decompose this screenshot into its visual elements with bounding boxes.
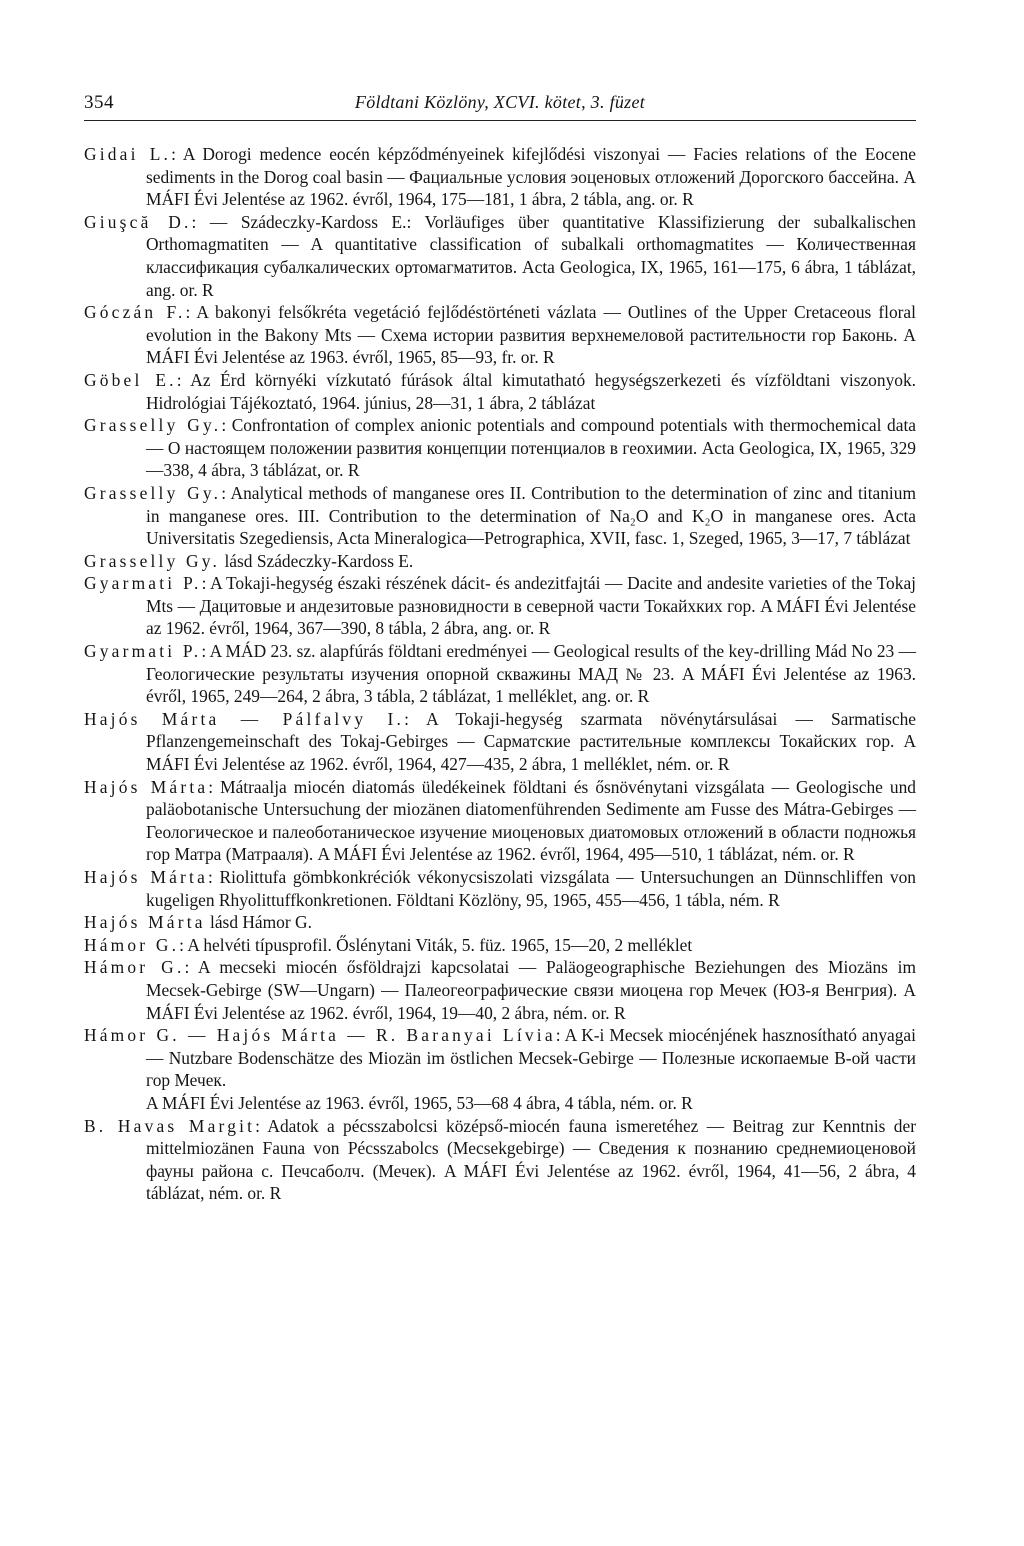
entry-text: : Adatok a pécsszabolcsi középső-miocén fauna ismeretéhez — Beitrag zur Kenntnis der mittelmiozänen Fauna von Pécsszabolcs (Mecsekgebirge) — Сведения к познанию среднемиоценовой фауны района с. Печсаболч. (Мечек). A MÁFI Évi Jelentése az 1962. évről, 1964, 41—56, 2 ábra, 4 táblázat, ném. or. R — [146, 1115, 916, 1204]
entry-text: : A K-i Mecsek miocénjének hasznosítható anyagai — Nutzbare Bodenschätze des Miozän im östlichen Mecsek-Gebirge — Полезные ископаемые В-ой части гор Мечек. — [146, 1025, 916, 1091]
entry-author: Hámor G. — [84, 957, 185, 978]
entry-text: : A MÁD 23. sz. alapfúrás földtani eredményei — Geological results of the key-drilling Mád No 23 — Геологические результаты изучения опорной скважины МАД № 23. A MÁFI Évi Jelentése az 1963. évről, 1965, 249—264, 2 ábra, 3 tábla, 2 táblázat, 1 melléklet, ang. or. R — [146, 641, 917, 707]
entry-text: : Riolittufa gömbkonkréciók vékonycsiszolati vizsgálata — Untersuchungen an Dünnschliffen von kugeligen Rhyolittuffkonkretionen. Földtani Közlöny, 95, 1965, 455—456, 1 tábla, ném. R — [146, 867, 916, 910]
bibliography-entry — [84, 143, 916, 211]
bibliography-entry — [84, 550, 916, 573]
entry-text: : Analytical methods of manganese ores II. Contribution to the determination of zinc and titanium in manganese ores. III. Contribution to the determination of Na₂O and K₂O in manganese ores. Acta Universitatis Szegediensis, Acta Mineralogica—Petrographica, XVII, fasc. 1, Szeged, 1965, 3—17, 7 táblázat — [146, 482, 916, 549]
entry-author: Góczán F. — [84, 302, 186, 323]
entry-author: Hajós Márta — [84, 867, 208, 887]
entry-author: B. Havas Margit — [84, 1115, 256, 1136]
entry-author: Hámor G. — Hajós Márta — R. Baranyai Lívia — [84, 1025, 556, 1046]
bibliography-entry — [84, 1024, 916, 1114]
bibliography-entry — [84, 708, 916, 776]
bibliography-entry — [84, 866, 916, 911]
entry-text: : — Szádeczky-Kardoss E.: Vorläufiges über quantitative Klassifizierung der subalkalischen Orthomagmatiten — A quantitative classification of subalkali orthomagmatites — Количественная классификация субалкалических ортомагматитов. Acta Geologica, IX, 1965, 161—175, 6 ábra, 1 táblázat, ang. or. R — [146, 211, 916, 300]
bibliography-entry — [84, 369, 916, 414]
entry-author: Grasselly Gy. — [84, 482, 222, 503]
entry-text: : A helvéti típusprofil. Őslénytani Viták, 5. füz. 1965, 15—20, 2 melléklet — [179, 934, 693, 955]
bibliography-entry — [84, 640, 916, 708]
bibliography-entry — [84, 482, 916, 550]
entry-author: Giuşcă D. — [84, 211, 192, 232]
entry-author: Hajós Márta — Pálfalvy I. — [84, 708, 405, 729]
bibliography-entry — [84, 911, 916, 934]
bibliography-entry — [84, 211, 916, 301]
entry-author: Gyarmati P. — [84, 573, 202, 594]
bibliography-entry — [84, 414, 916, 482]
bibliography-entry — [84, 934, 916, 957]
bibliography-entry — [84, 956, 916, 1024]
entry-text: : Confrontation of complex anionic potentials and compound potentials with thermochemical data — О настоящем положении развития концепции потенциалов в геохимии. Acta Geologica, IX, 1965, 329—338, 4 ábra, 3 táblázat, or. R — [146, 415, 916, 481]
running-title: Földtani Közlöny, XCVI. kötet, 3. füzet — [354, 92, 646, 112]
entry-author: Göbel E. — [84, 369, 177, 390]
entry-author: Gidai L. — [84, 144, 172, 164]
entry-text-continuation: A MÁFI Évi Jelentése az 1963. évről, 1965, 53—68 4 ábra, 4 tábla, ném. or. R — [146, 1092, 693, 1113]
entry-author: Grasselly Gy. — [84, 550, 221, 571]
page-number: 354 — [84, 92, 114, 113]
entry-author: Hajós Márta — [84, 912, 206, 933]
entry-text: : A Dorogi medence eocén képződményeinek kifejlődési viszonyai — Facies relations of the Eocene sediments in the Dorog coal basin — Фациальные условия эоценовых отложений Дорогского бассейна. A MÁFI Évi Jelentése az 1962. évről, 1964, 175—181, 1 ábra, 2 tábla, ang. or. R — [146, 144, 916, 210]
page-header — [84, 92, 916, 121]
entry-text: : A bakonyi felsőkréta vegetáció fejlődéstörténeti vázlata — Outlines of the Upper Cretaceous floral evolution in the Bakony Mts — Схема истории развития верхнемеловой растительности гор Баконь. A MÁFI Évi Jelentése az 1963. évről, 1965, 85—93, fr. or. R — [146, 302, 916, 368]
entry-author: Gyarmati P. — [84, 641, 202, 662]
bibliography-entry — [84, 776, 916, 866]
entry-author: Grasselly Gy. — [84, 415, 222, 436]
entry-text: : Az Érd környéki vízkutató fúrások által kimutatható hegységszerkezeti és vízföldtani viszonyok. Hidrológiai Tájékoztató, 1964. június, 28—31, 1 ábra, 2 táblázat — [146, 369, 917, 413]
entry-text: lásd Szádeczky-Kardoss E. — [220, 550, 414, 571]
entry-text: lásd Hámor G. — [205, 912, 312, 933]
entry-text: : A Tokaji-hegység szarmata növénytársulásai — Sarmatische Pflanzengemeinschaft des Tokaj-Gebirges — Сарматские растительные комплексы Токайских гор. A MÁFI Évi Jelentése az 1962. évről, 1964, 427—435, 2 ábra, 1 melléklet, ném. or. R — [146, 708, 916, 775]
bibliography-entry — [84, 1115, 916, 1205]
entry-text: : Mátraalja miocén diatomás üledékeinek földtani és ősnövénytani vizsgálata — Geologische und paläobotanische Untersuchung der miozänen diatomenführenden Sedimente am Fusse des Mátra-Gebirges — Геологическое и палеоботаническое изучение миоценовых диатомовых отложений в области подножья гор Матра (Матрааля). A MÁFI Évi Jelentése az 1962. évről, 1964, 495—510, 1 táblázat, ném. or. R — [146, 776, 916, 865]
entry-author: Hámor G. — [84, 934, 180, 955]
entry-text: : A Tokaji-hegység északi részének dácit- és andezitfajtái — Dacite and andesite varieties of the Tokaj Mts — Дацитовые и андезитовые разновидности в северной части Токайхких гор. A MÁFI Évi Jelentése az 1962. évről, 1964, 367—390, 8 tábla, 2 ábra, ang. or. R — [146, 573, 917, 639]
entry-author: Hajós Márta — [84, 776, 209, 797]
bibliography-entry — [84, 572, 916, 640]
bibliography-list — [84, 143, 916, 1205]
bibliography-entry — [84, 301, 916, 369]
entry-text: : A mecseki miocén ősföldrajzi kapcsolatai — Paläogeographische Beziehungen des Miozäns im Mecsek-Gebirge (SW—Ungarn) — Палеогеографические связи миоцена гор Мечек (ЮЗ-я Венгрия). A MÁFI Évi Jelentése az 1962. évről, 1964, 19—40, 2 ábra, ném. or. R — [146, 957, 916, 1023]
